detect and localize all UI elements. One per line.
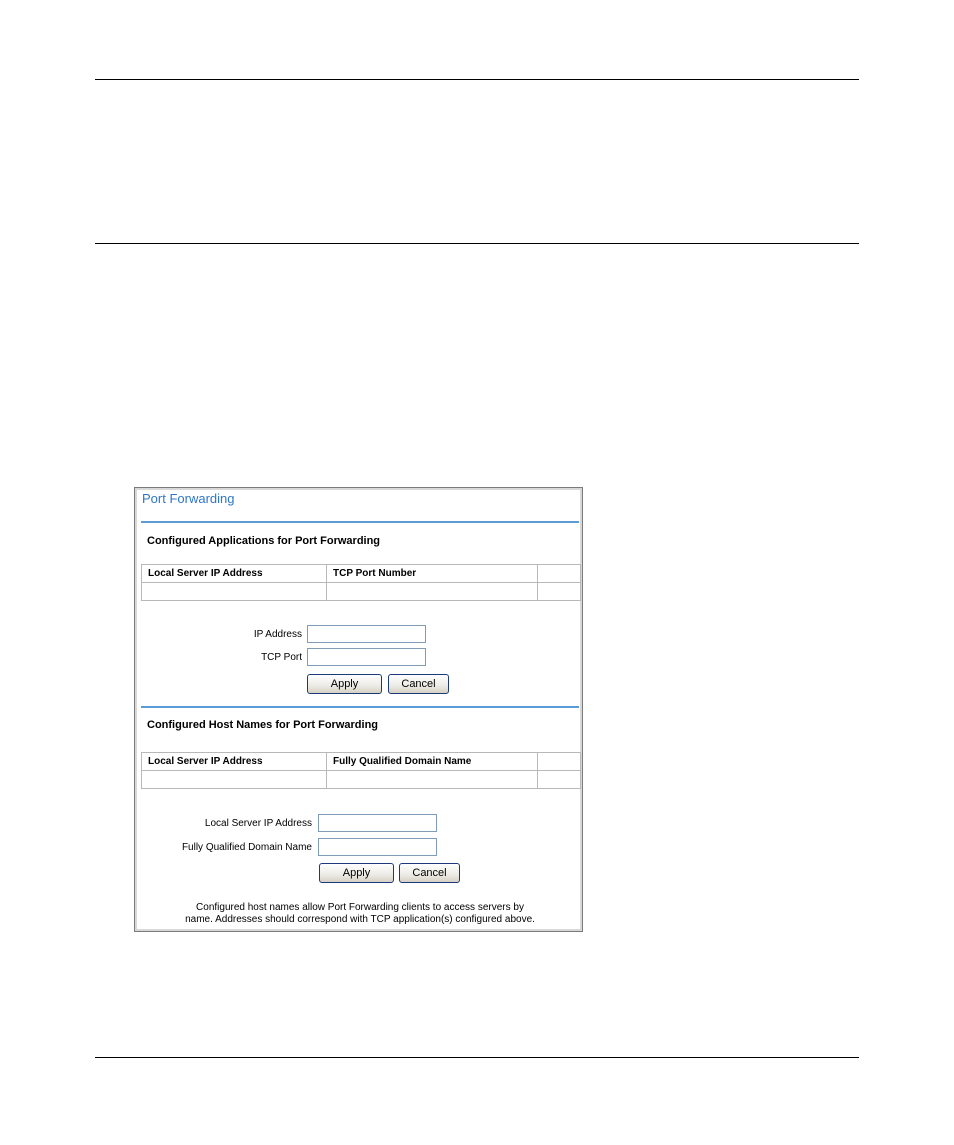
tcp-port-label: TCP Port xyxy=(261,652,302,663)
applications-table xyxy=(141,564,581,601)
ip-address-label: IP Address xyxy=(253,629,302,640)
table-row xyxy=(142,583,581,601)
apply-button[interactable]: Apply xyxy=(307,674,382,694)
table-cell xyxy=(327,583,538,601)
tcp-port-input[interactable] xyxy=(307,648,426,666)
table-cell xyxy=(538,771,581,789)
table-cell xyxy=(142,583,327,601)
cancel-button[interactable]: Cancel xyxy=(388,674,449,694)
host-names-table xyxy=(141,752,581,789)
local-server-ip-label: Local Server IP Address xyxy=(204,818,312,829)
table-cell xyxy=(142,771,327,789)
note-line: Configured host names allow Port Forwarding clients to access servers by xyxy=(196,902,524,913)
header-rule-top xyxy=(95,79,859,80)
fqdn-input[interactable] xyxy=(318,838,437,856)
table-row xyxy=(142,771,581,789)
column-header-fqdn: Fully Qualified Domain Name xyxy=(327,753,538,771)
panel-title: Port Forwarding xyxy=(142,491,235,506)
column-header-action xyxy=(538,753,581,771)
fqdn-label: Fully Qualified Domain Name xyxy=(181,842,312,853)
ip-address-input[interactable] xyxy=(307,625,426,643)
section-divider xyxy=(141,706,579,708)
table-cell xyxy=(327,771,538,789)
footer-rule xyxy=(95,1057,859,1058)
apply-button[interactable]: Apply xyxy=(319,863,394,883)
table-header-row xyxy=(142,753,581,771)
column-header-local-server-ip: Local Server IP Address xyxy=(142,565,327,583)
table-cell xyxy=(538,583,581,601)
section-heading-applications: Configured Applications for Port Forwarding xyxy=(147,535,381,547)
table-header-row xyxy=(142,565,581,583)
column-header-action xyxy=(538,565,581,583)
column-header-tcp-port-number: TCP Port Number xyxy=(327,565,538,583)
host-names-note xyxy=(155,902,565,926)
column-header-local-server-ip: Local Server IP Address xyxy=(142,753,327,771)
section-heading-host-names: Configured Host Names for Port Forwarding xyxy=(147,719,379,731)
note-line: name. Addresses should correspond with TCP application(s) configured above. xyxy=(185,914,535,925)
cancel-button[interactable]: Cancel xyxy=(399,863,460,883)
header-rule-bottom xyxy=(95,243,859,244)
title-divider xyxy=(141,521,579,523)
local-server-ip-input[interactable] xyxy=(318,814,437,832)
port-forwarding-panel xyxy=(134,487,583,932)
